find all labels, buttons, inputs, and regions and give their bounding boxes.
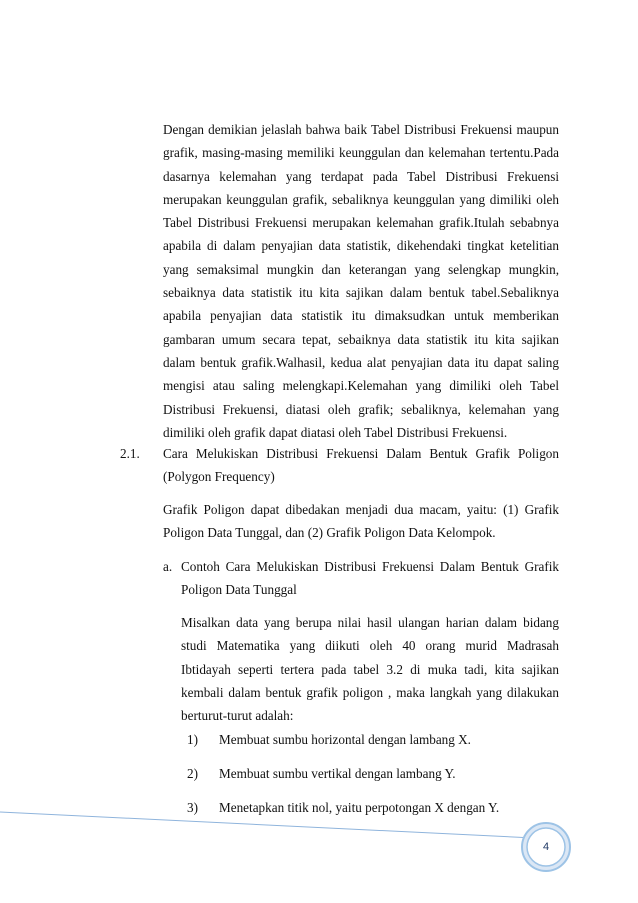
text-line: dimiliki oleh grafik dapat diatasi oleh Tabel Distribusi Frekuensi. xyxy=(163,424,508,440)
text-line: Distribusi Frekuensi, diatasi oleh grafik; sebaliknya, kelemahan yang xyxy=(163,401,559,417)
section-number: 2.1. xyxy=(120,446,140,461)
text-line: Tabel Distribusi Frekuensi merupakan kelemahan grafik.Itulah sebabnya xyxy=(163,215,559,231)
list-text: Menetapkan titik nol, yaitu perpotongan X dengan Y. xyxy=(219,800,500,815)
list-number: 2) xyxy=(187,766,198,781)
text-line: apabila penyajian data statistik itu dimaksudkan untuk memberikan xyxy=(163,308,559,324)
text-line: sebaiknya data statistik itu kita sajikan dalam bentuk tabel.Sebaliknya xyxy=(163,285,559,301)
text-line: apabila di dalam penyajian data statistik, dikehendaki tingkat ketelitian xyxy=(163,238,559,254)
heading-line: Contoh Cara Melukiskan Distribusi Frekuensi Dalam Bentuk Grafik xyxy=(181,559,559,574)
text-line: yang semaksimal mungkin dan keterangan yang selengkap mungkin, xyxy=(163,261,559,277)
subsection-letter: a. xyxy=(163,559,173,574)
text-line: gambaran umum secara tepat, sebaiknya data statistik itu kita sajikan xyxy=(163,331,559,347)
list-text: Membuat sumbu horizontal dengan lambang X. xyxy=(219,732,471,747)
text-line: mengisi atau saling melengkapi.Kelemahan yang dimiliki oleh Tabel xyxy=(163,378,559,394)
heading-line: Poligon Data Tunggal xyxy=(181,582,297,598)
list-text: Membuat sumbu vertikal dengan lambang Y. xyxy=(219,766,456,781)
text-line: dasarnya kelemahan yang terdapat pada Tabel Distribusi Frekuensi xyxy=(163,168,559,184)
page-number: 4 xyxy=(542,841,550,853)
heading-line: Cara Melukiskan Distribusi Frekuensi Dalam Bentuk Grafik Poligon xyxy=(163,446,559,461)
text-line: studi Matematika yang diikuti oleh 40 orang murid Madrasah xyxy=(181,638,559,654)
text-line: Ibtidayah seperti tertera pada tabel 3.2 di muka tadi, kita sajikan xyxy=(181,661,559,677)
text-line: kembali dalam bentuk grafik poligon , maka langkah yang dilakukan xyxy=(181,684,559,700)
text-line: berturut-turut adalah: xyxy=(181,708,294,724)
text-line: Dengan demikian jelaslah bahwa baik Tabel Distribusi Frekuensi maupun xyxy=(163,122,559,137)
list-number: 1) xyxy=(187,732,198,747)
heading-line: (Polygon Frequency) xyxy=(163,469,275,485)
text-line: dalam bentuk grafik.Walhasil, kedua alat penyajian data itu dapat saling xyxy=(163,354,559,370)
list-number: 3) xyxy=(187,800,198,815)
text-line: merupakan keunggulan grafik, sebaliknya keunggulan yang dimiliki oleh xyxy=(163,191,559,207)
text-line: Grafik Poligon dapat dibedakan menjadi dua macam, yaitu: (1) Grafik xyxy=(163,502,559,517)
text-line: Poligon Data Tunggal, dan (2) Grafik Poligon Data Kelompok. xyxy=(163,525,496,541)
text-line: Misalkan data yang berupa nilai hasil ulangan harian dalam bidang xyxy=(181,615,559,630)
text-line: grafik, masing-masing memiliki keunggulan dan kelemahan tertentu.Pada xyxy=(163,145,559,161)
